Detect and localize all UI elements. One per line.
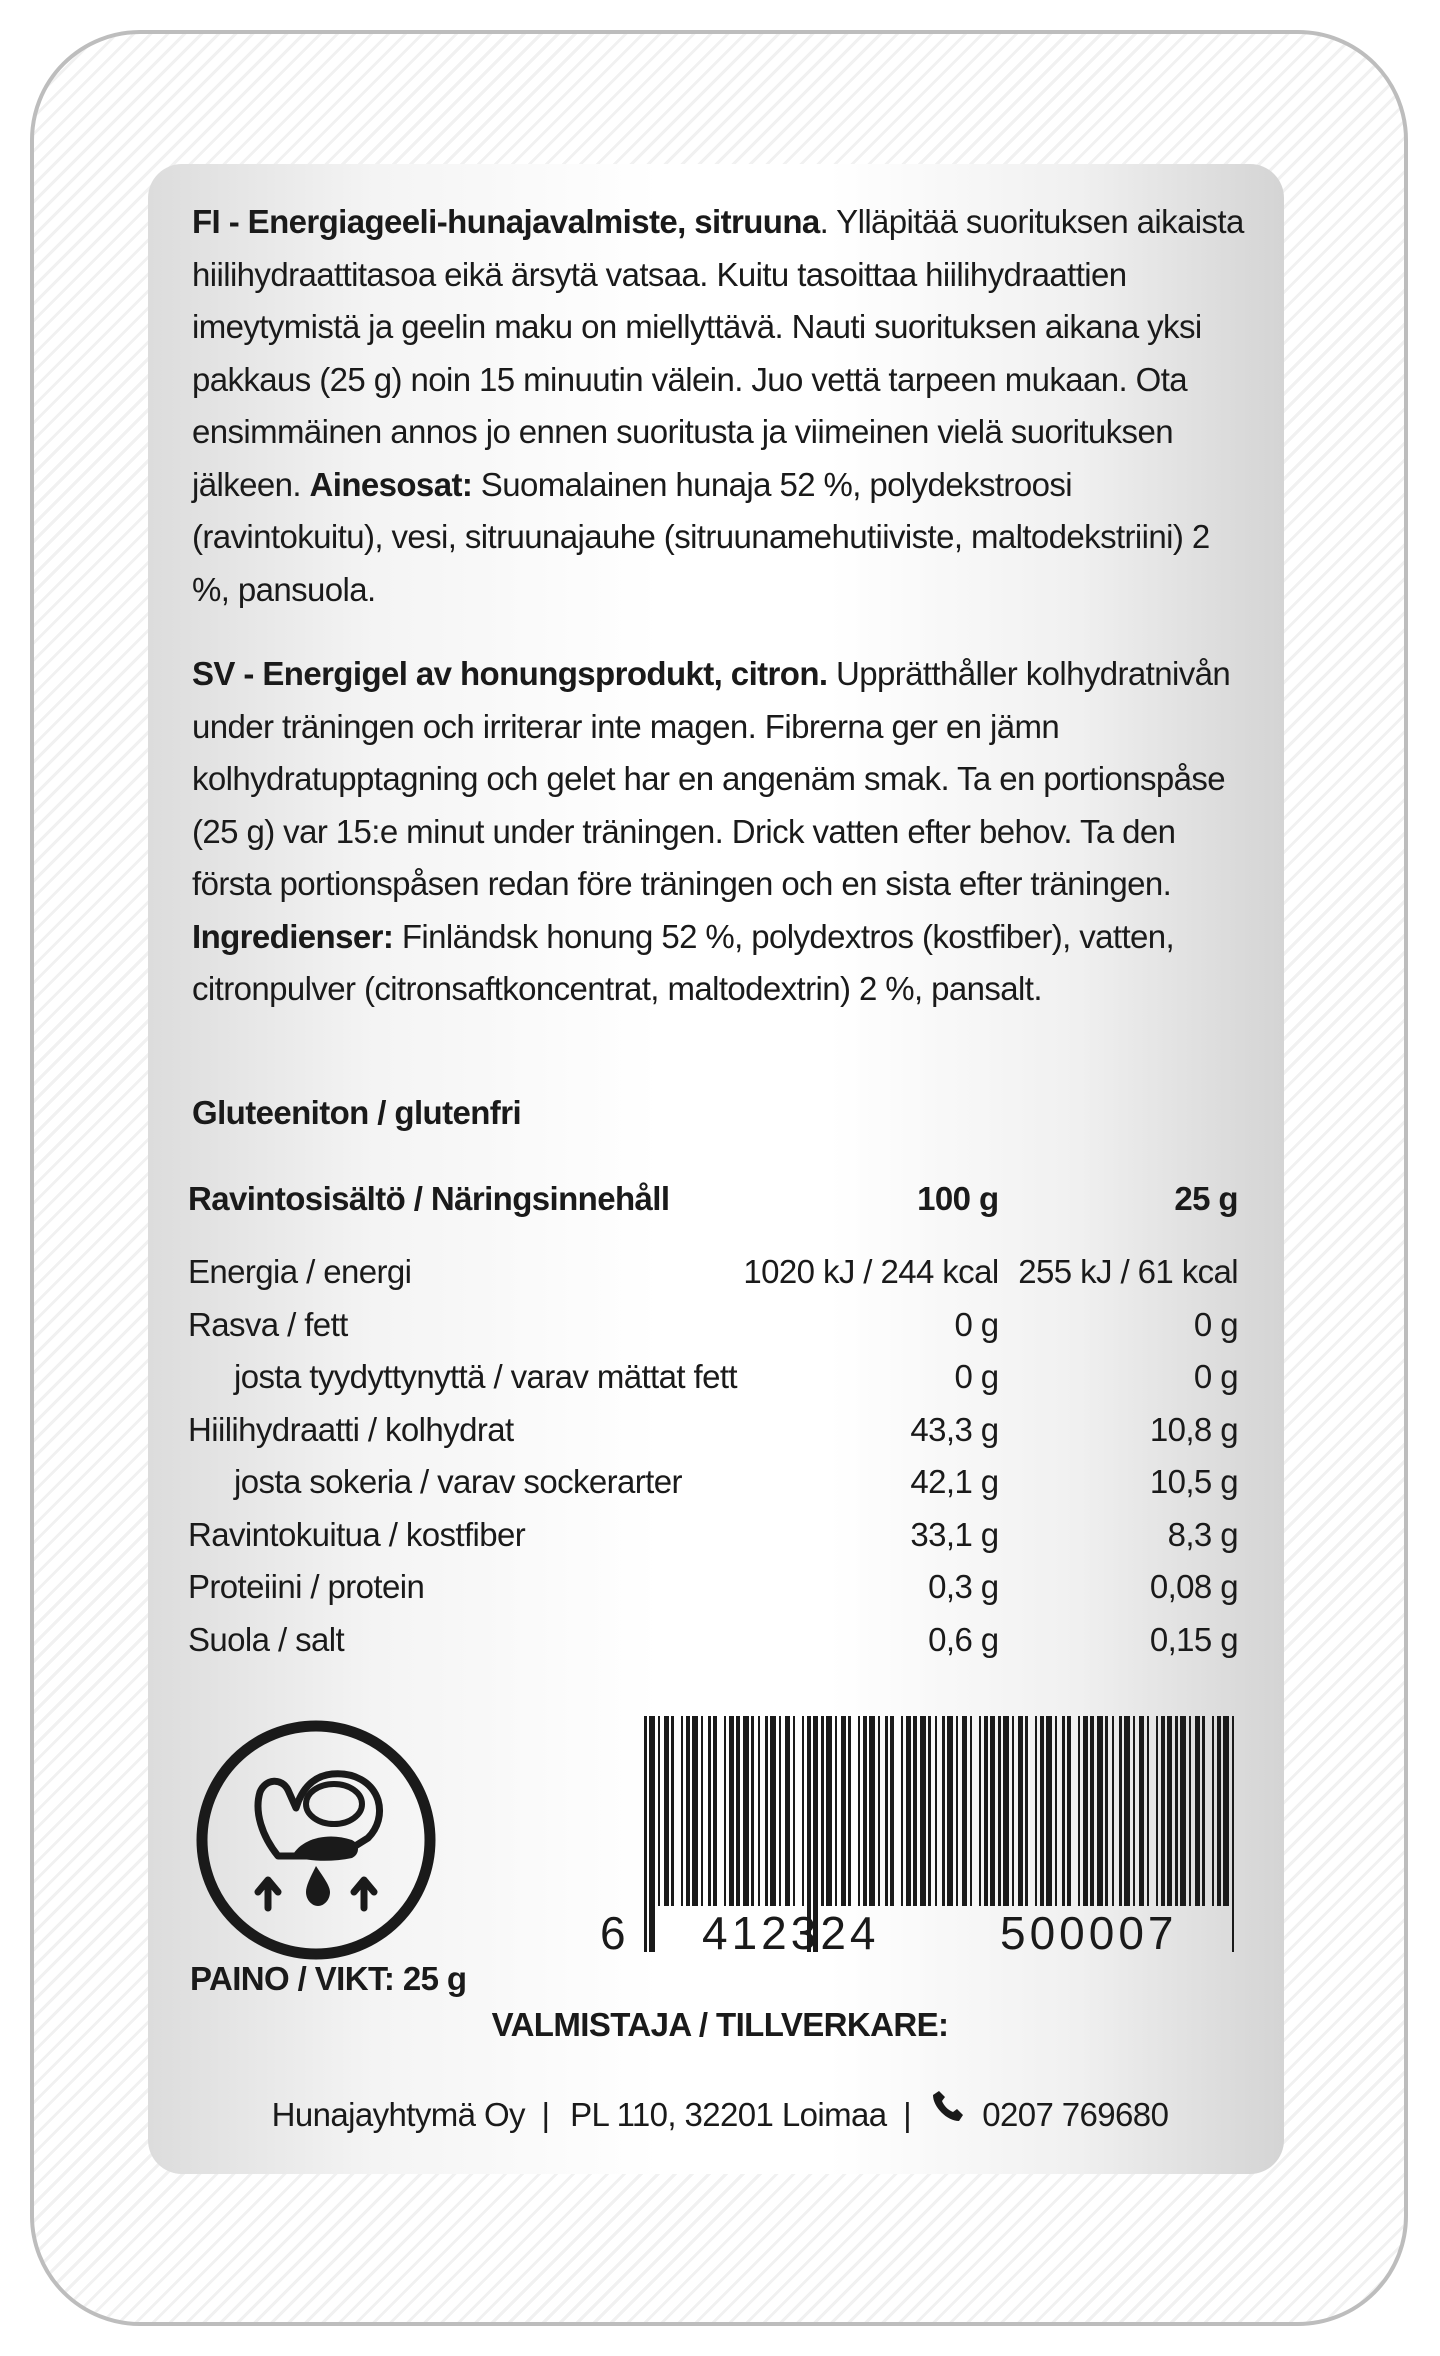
- barcode-bar: [751, 1716, 754, 1906]
- barcode-bar: [1156, 1716, 1158, 1906]
- nutrition-header-row: [188, 1180, 1238, 1246]
- barcode-bar: [835, 1716, 837, 1906]
- nutrient-100g: 0,3 g: [928, 1568, 999, 1606]
- barcode-bar: [1105, 1716, 1108, 1906]
- barcode-bar: [998, 1716, 1001, 1906]
- barcode-bar: [841, 1716, 846, 1906]
- table-row: [188, 1351, 1238, 1404]
- manufacturer-company: Hunajayhtymä Oy: [271, 2096, 525, 2134]
- barcode-bar: [906, 1716, 911, 1906]
- barcode-digits-right: 500007: [1000, 1907, 1178, 1959]
- barcode-bar: [785, 1716, 790, 1906]
- barcode-bar: [962, 1716, 967, 1906]
- table-row: [188, 1561, 1238, 1614]
- table-row: [188, 1456, 1238, 1509]
- barcode-bar: [1112, 1716, 1114, 1906]
- fi-ingredients: Suomalainen hunaja 52 %, polydekstroosi (ravintokuitu), vesi, sitruunajauhe (sitruunamehutiiviste, maltodekstriini) 2 %, pansuola.: [192, 465, 1210, 608]
- nutrient-label: Proteiini / protein: [188, 1568, 425, 1606]
- table-row: [188, 1614, 1238, 1667]
- barcode-bar: [692, 1716, 698, 1906]
- separator: |: [541, 2096, 550, 2134]
- table-row: [188, 1404, 1238, 1457]
- barcode-bar: [802, 1716, 804, 1906]
- barcode-bar: [858, 1716, 860, 1906]
- barcode-bar: [1195, 1716, 1200, 1906]
- sv-title: SV - Energigel av honungsprodukt, citron.: [192, 655, 828, 692]
- barcode-bar: [1167, 1716, 1172, 1906]
- barcode-bar: [1067, 1716, 1071, 1906]
- nutrient-25g: 0,15 g: [1149, 1620, 1238, 1658]
- barcode-bar: [1055, 1716, 1057, 1906]
- nutrient-25g: 0,08 g: [1149, 1568, 1238, 1606]
- fi-title: FI - Energiageeli-hunajavalmiste, sitruuna: [192, 203, 820, 240]
- barcode-bar: [1090, 1716, 1094, 1906]
- barcode-bar: [1003, 1716, 1009, 1906]
- barcode-bar: [970, 1716, 972, 1906]
- manufacturer-address: PL 110, 32201 Loimaa: [570, 2096, 887, 2134]
- barcode-bar: [671, 1716, 674, 1906]
- barcode-bar: [1189, 1716, 1191, 1906]
- table-row: [188, 1246, 1238, 1299]
- nutrient-label: Ravintokuitua / kostfiber: [188, 1515, 526, 1553]
- separator: |: [903, 2096, 912, 2134]
- nutrition-header-100g: 100 g: [917, 1180, 999, 1217]
- barcode-bar: [701, 1716, 703, 1906]
- barcode-bar: [920, 1716, 926, 1906]
- barcode-bar: [1212, 1716, 1214, 1906]
- nutrition-header-label: Ravintosisältö / Näringsinnehåll: [188, 1180, 670, 1217]
- finnish-description: [192, 196, 1252, 616]
- barcode-bar: [1175, 1716, 1178, 1906]
- barcode-bar: [1025, 1716, 1028, 1906]
- barcode-bar: [928, 1716, 931, 1906]
- net-weight: PAINO / VIKT: 25 g: [190, 1960, 467, 1997]
- table-row: [188, 1299, 1238, 1352]
- phone-icon: [930, 2088, 966, 2124]
- swedish-description: [192, 648, 1252, 1016]
- barcode-bar: [826, 1716, 832, 1906]
- nutrient-label: josta sokeria / varav sockerarter: [234, 1463, 682, 1501]
- barcode-bar: [1119, 1716, 1122, 1906]
- manufacturer-title: VALMISTAJA / TILLVERKARE:: [491, 2006, 949, 2043]
- barcode-bar: [1046, 1716, 1052, 1906]
- gluten-free-statement: Gluteeniton / glutenfri: [192, 1094, 522, 1131]
- barcode-bar: [779, 1716, 781, 1906]
- table-row: [188, 1509, 1238, 1562]
- barcode-bar: [686, 1716, 690, 1906]
- barcode-bar: [848, 1716, 851, 1906]
- barcode-bar: [708, 1716, 711, 1906]
- barcode-bar: [1180, 1716, 1186, 1906]
- barcode-bar: [984, 1716, 988, 1906]
- barcode-bar: [765, 1716, 768, 1906]
- barcode-bar: [821, 1716, 824, 1906]
- nutrient-100g: 1020 kJ / 244 kcal: [743, 1253, 999, 1291]
- nutrient-25g: 10,8 g: [1149, 1410, 1238, 1448]
- nutrient-25g: 0 g: [1193, 1305, 1238, 1343]
- barcode-bar: [1133, 1716, 1135, 1906]
- barcode-bar: [1018, 1716, 1023, 1906]
- barcode-bar: [956, 1716, 958, 1906]
- barcode-bar: [890, 1716, 894, 1906]
- barcode-bar: [1161, 1716, 1165, 1906]
- barcode-bar: [793, 1716, 795, 1906]
- nutrient-25g: 0 g: [1193, 1358, 1238, 1396]
- barcode-bar: [1012, 1716, 1014, 1906]
- nutrient-100g: 42,1 g: [910, 1463, 999, 1501]
- manufacturer-contact: [0, 2088, 1440, 2134]
- barcode-bar: [885, 1716, 888, 1906]
- nutrient-25g: 8,3 g: [1167, 1515, 1238, 1553]
- nutrient-25g: 255 kJ / 61 kcal: [1018, 1253, 1238, 1291]
- barcode-bar: [869, 1716, 875, 1906]
- barcode-bar: [1040, 1716, 1044, 1906]
- barcode-bar: [901, 1716, 903, 1906]
- barcode-bar: [1035, 1716, 1037, 1906]
- barcode-bar: [1078, 1716, 1080, 1906]
- barcode-bar: [758, 1716, 760, 1906]
- manufacturer-phone: 0207 769680: [982, 2096, 1169, 2134]
- nutrient-label: Energia / energi: [188, 1253, 412, 1291]
- barcode-bar: [1223, 1716, 1229, 1906]
- sv-ingredients: Finländsk honung 52 %, polydextros (kostfiber), vatten, citronpulver (citronsaftkoncentrat, maltodextrin) 2 %, pansalt.: [192, 917, 1175, 1007]
- barcode-bar: [736, 1716, 740, 1906]
- barcode-bar: [1147, 1716, 1149, 1906]
- barcode-bar: [1083, 1716, 1088, 1906]
- nutrient-100g: 33,1 g: [910, 1515, 999, 1553]
- barcode-bar: [681, 1716, 683, 1906]
- barcode-bar: [1232, 1716, 1234, 1952]
- nutrient-100g: 0 g: [954, 1305, 999, 1343]
- sv-ingredients-label: Ingredienser:: [192, 917, 394, 955]
- nutrient-25g: 10,5 g: [1149, 1463, 1238, 1501]
- barcode-bar: [1124, 1716, 1130, 1906]
- barcode-bar: [743, 1716, 749, 1906]
- nutrient-label: Rasva / fett: [188, 1305, 348, 1343]
- barcode-bar: [878, 1716, 880, 1906]
- barcode-bar: [658, 1716, 660, 1906]
- barcode-bar: [729, 1716, 734, 1906]
- barcode-bar: [649, 1716, 655, 1952]
- nutrient-100g: 0 g: [954, 1358, 999, 1396]
- barcode-digits-left: 412324: [702, 1907, 880, 1959]
- barcode-bar: [724, 1716, 726, 1906]
- nutrient-label: Suola / salt: [188, 1620, 345, 1658]
- barcode-bar: [990, 1716, 995, 1906]
- barcode-digit-first: 6: [600, 1907, 630, 1959]
- fi-body: . Ylläpitää suorituksen aikaista hiilihydraattitasoa eikä ärsytä vatsaa. Kuitu tasoittaa hiilihydraattien imeytymistä ja geelin maku on miellyttävä. Nauti suorituksen aikana yksi pakkaus (25 g) noin 15 minuutin välein. Juo vettä tarpeen mukaan. Ota ensimmäinen annos jo ennen suoritusta ja viimeinen vielä suorituksen jälkeen.: [192, 203, 1244, 503]
- barcode-bar: [863, 1716, 867, 1906]
- squeeze-pouch-icon: [192, 1716, 440, 1964]
- barcode-bar: [935, 1716, 937, 1906]
- nutrient-100g: 43,3 g: [910, 1410, 999, 1448]
- barcode-bar: [1062, 1716, 1065, 1906]
- barcode-bar: [913, 1716, 917, 1906]
- barcode-bar: [644, 1716, 647, 1952]
- barcode-bar: [713, 1716, 717, 1906]
- barcode-bar: [1202, 1716, 1205, 1906]
- nutrient-label: josta tyydyttynyttä / varav mättat fett: [234, 1358, 737, 1396]
- barcode-bar: [1139, 1716, 1144, 1906]
- barcode-bar: [1097, 1716, 1103, 1906]
- barcode-bar: [947, 1716, 953, 1906]
- nutrient-100g: 0,6 g: [928, 1620, 999, 1658]
- barcode-bar: [1217, 1716, 1221, 1906]
- nutrient-label: Hiilihydraatti / kolhydrat: [188, 1410, 514, 1448]
- barcode-bar: [770, 1716, 776, 1906]
- nutrition-header-25g: 25 g: [1174, 1180, 1238, 1217]
- sv-body: Upprätthåller kolhydratnivån under träningen och irriterar inte magen. Fibrerna ger en jämn kolhydratupptagning och gelet har en angenäm smak. Ta en portionspåse (25 g) var 15:e minut under träningen. Drick vatten efter behov. Ta den första portionspåsen redan före träningen och en sista efter träningen.: [192, 655, 1231, 902]
- nutrition-table: [188, 1180, 1238, 1666]
- barcode-bar: [664, 1716, 669, 1906]
- barcode-bar: [979, 1716, 981, 1906]
- fi-ingredients-label: Ainesosat:: [309, 465, 473, 503]
- barcode-bar: [942, 1716, 945, 1906]
